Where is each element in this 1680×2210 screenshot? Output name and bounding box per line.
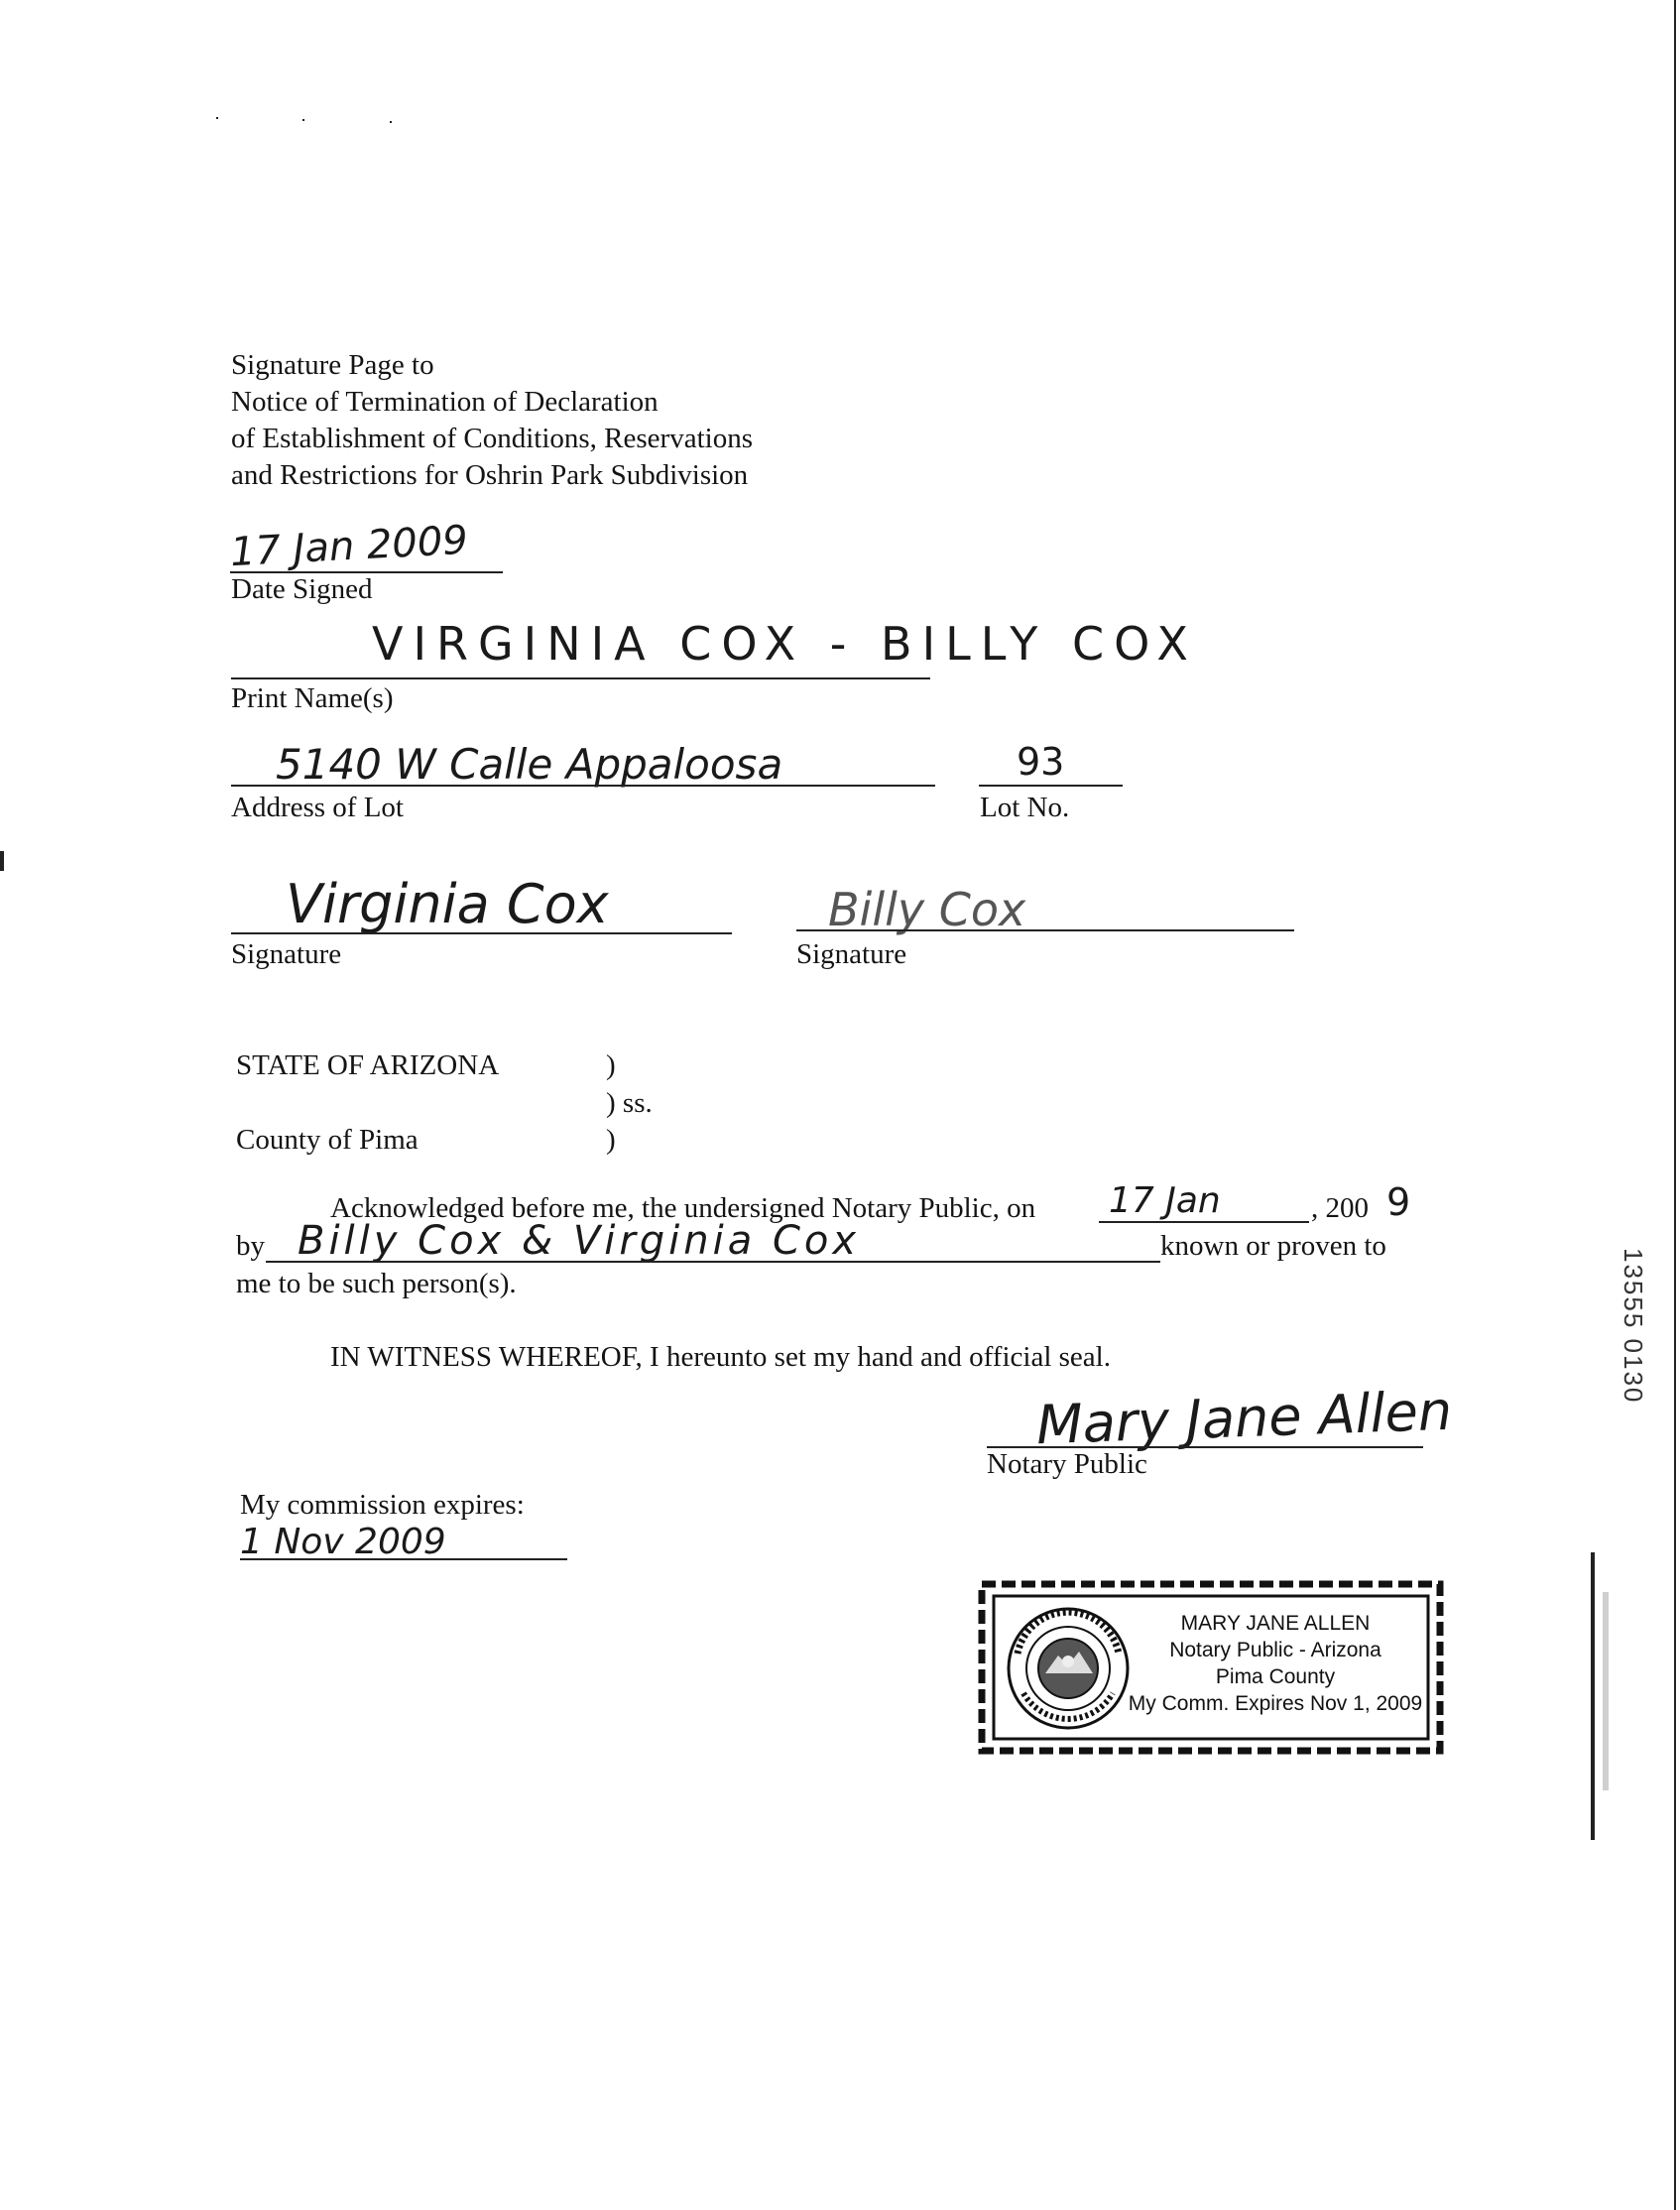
acknowledgment-line-3: me to be such person(s).	[236, 1268, 517, 1299]
commission-label: My commission expires:	[240, 1489, 525, 1521]
lot-number-label: Lot No.	[980, 792, 1070, 823]
venue-state: STATE OF ARIZONA	[236, 1049, 500, 1081]
acknowledgment-date-rule	[1099, 1221, 1309, 1223]
scan-dot-1	[216, 117, 218, 119]
address-value: 5140 W Calle Appaloosa	[276, 740, 783, 789]
signature-billy-cox: Billy Cox	[828, 883, 1026, 936]
signature-label-1: Signature	[231, 938, 342, 970]
acknowledgment-by-names: Billy Cox & Virginia Cox	[298, 1218, 861, 1264]
notary-signature: Mary Jane Allen	[1035, 1379, 1454, 1457]
commission-rule	[240, 1558, 567, 1560]
header-line-2: Notice of Termination of Declaration	[231, 386, 659, 418]
right-edge-scan-artifact	[1587, 1552, 1622, 1840]
scan-dot-3	[390, 121, 392, 123]
document-header	[231, 347, 753, 494]
witness-statement: IN WITNESS WHEREOF, I hereunto set my hand and official seal.	[330, 1341, 1111, 1373]
date-signed-value: 17 Jan 2009	[228, 517, 469, 576]
print-names-value: VIRGINIA COX - BILLY COX	[372, 617, 1198, 671]
venue-ss: ) ss.	[606, 1087, 653, 1119]
seal-name: MARY JANE ALLEN	[1180, 1612, 1371, 1635]
acknowledgment-year-prefix: , 200	[1311, 1192, 1369, 1224]
seal-county: Pima County	[1215, 1665, 1336, 1688]
seal-expires: My Comm. Expires Nov 1, 2009	[1128, 1692, 1423, 1715]
address-rule	[231, 785, 935, 787]
header-line-3: of Establishment of Conditions, Reservations	[231, 423, 753, 454]
seal-title: Notary Public - Arizona	[1169, 1639, 1381, 1661]
recording-number: 13555 0130	[1619, 1248, 1648, 1405]
print-names-label: Print Name(s)	[231, 682, 394, 714]
date-signed-label: Date Signed	[231, 573, 373, 605]
address-label: Address of Lot	[231, 792, 404, 823]
commission-value: 1 Nov 2009	[240, 1522, 446, 1562]
scan-edge-left-mark	[0, 851, 4, 871]
venue-paren-2: )	[606, 1124, 616, 1156]
signature-virginia-cox: Virginia Cox	[286, 873, 609, 935]
venue-county: County of Pima	[236, 1124, 419, 1156]
signature-label-2: Signature	[796, 938, 907, 970]
acknowledgment-prefix: Acknowledged before me, the undersigned Notary Public, on	[330, 1192, 1036, 1224]
arizona-state-seal-icon	[1004, 1604, 1133, 1733]
acknowledgment-by-rule	[266, 1261, 1160, 1263]
acknowledgment-by-label: by	[236, 1230, 265, 1262]
scan-dot-2	[302, 119, 304, 121]
acknowledgment-known: known or proven to	[1160, 1230, 1386, 1262]
notary-label: Notary Public	[987, 1448, 1147, 1480]
print-names-rule	[231, 677, 930, 679]
notary-seal-stamp	[978, 1580, 1444, 1755]
acknowledgment-year-digit: 9	[1386, 1180, 1411, 1224]
scan-edge-right	[1674, 0, 1676, 2210]
signature-rule-2	[796, 929, 1294, 931]
signature-rule-1	[231, 932, 732, 934]
header-line-1: Signature Page to	[231, 349, 434, 381]
lot-number-rule	[979, 785, 1123, 787]
lot-number-value: 93	[1017, 740, 1065, 784]
seal-text-block	[1127, 1610, 1424, 1717]
venue-paren-1: )	[606, 1049, 616, 1081]
acknowledgment-date: 17 Jan	[1109, 1180, 1221, 1221]
header-line-4: and Restrictions for Oshrin Park Subdivision	[231, 459, 749, 491]
